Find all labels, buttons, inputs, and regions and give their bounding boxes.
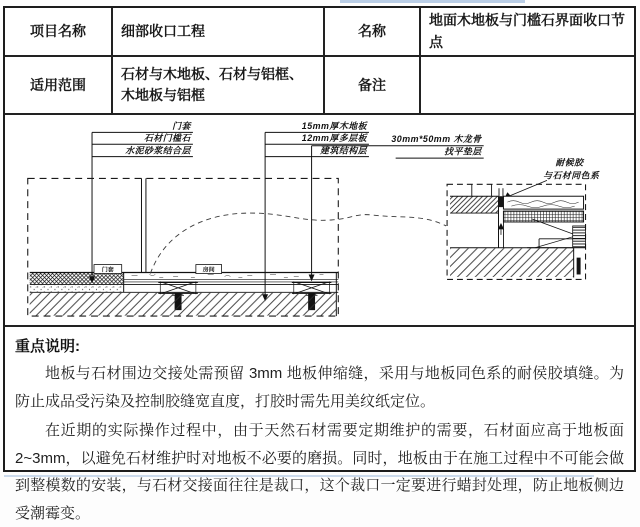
cell-scope-value: 石材与木地板、石材与铝框、木地板与铝框 bbox=[112, 56, 324, 114]
cad-drawing bbox=[5, 115, 634, 327]
detail-reference-curve bbox=[150, 213, 446, 273]
stone-sill-hatch bbox=[30, 273, 124, 284]
detail-backer-coil bbox=[573, 226, 586, 248]
board-grain bbox=[132, 275, 324, 278]
selection-highlight-artifact bbox=[340, 0, 525, 3]
cell-project-label: 项目名称 bbox=[5, 8, 112, 56]
detail-pointer-lines bbox=[532, 219, 573, 248]
label-door-casing: 门套 bbox=[172, 121, 191, 132]
cell-scope-label: 适用范围 bbox=[5, 56, 112, 114]
notes-paragraph-1: 地板与石材围边交接处需预留 3mm 地板伸缩缝，采用与地板同色系的耐侯胶填缝。为防止成品受污染及控制胶缝宽直度，打胶时需先用美纹纸定位。 bbox=[15, 365, 624, 410]
leader-arrow bbox=[309, 275, 315, 282]
label-structure-layer: 建筑结构层 bbox=[320, 146, 367, 157]
callout-sealant bbox=[504, 158, 600, 199]
detail-plywood bbox=[503, 211, 583, 222]
detail-dark-bar bbox=[577, 258, 581, 275]
detail-view bbox=[447, 185, 585, 280]
door-frame-lines bbox=[141, 179, 145, 273]
cell-name-value: 地面木地板与门槛石界面收口节点 bbox=[420, 8, 634, 56]
document-sheet bbox=[3, 6, 636, 522]
table-row bbox=[5, 56, 634, 114]
cell-remark-value bbox=[420, 56, 634, 114]
label-plywood: 12mm厚多层板 bbox=[301, 133, 367, 144]
cell-remark-label: 备注 bbox=[324, 56, 420, 114]
label-wood-floor: 15mm厚木地板 bbox=[301, 121, 367, 132]
label-wood-joist: 30mm*50mm 木龙骨 bbox=[391, 134, 482, 145]
label-stone-sill: 石材门槛石 bbox=[144, 133, 191, 144]
slab-hatch bbox=[30, 293, 337, 316]
notes-section bbox=[5, 327, 634, 527]
label-leveling-layer: 找平垫层 bbox=[444, 146, 482, 157]
mortar-layer bbox=[30, 285, 124, 292]
zone-label-room: 房间 bbox=[202, 267, 215, 274]
label-cement-mortar: 水泥砂浆结合层 bbox=[125, 146, 191, 157]
detail-stone-hatch bbox=[450, 197, 498, 214]
label-weather-sealant: 耐候胶 bbox=[555, 157, 584, 168]
cell-name-label: 名称 bbox=[324, 8, 420, 56]
notes-paragraph-2: 在近期的实际操作过程中，由于天然石材需要定期维护的需要，石材面应高于地板面 2~3mm，以避免石材维护时对地板不必要的磨损。同时，地板由于在施工过程中不可能会做到整模数的安装，与石材交接面往往是裁口，这个裁口一定要进行蜡封处理，防止地板侧边受潮霉变。 bbox=[15, 422, 624, 522]
label-sealant-color: 与石材同色系 bbox=[543, 170, 600, 181]
detail-door-lines bbox=[472, 185, 503, 197]
callout-stack-floor bbox=[262, 121, 369, 301]
zone-label-door: 门套 bbox=[101, 267, 114, 274]
floor-board-layers bbox=[124, 280, 339, 282]
table-row bbox=[5, 8, 634, 56]
detail-slab-hatch bbox=[450, 249, 574, 278]
cell-project-value: 细部收口工程 bbox=[112, 8, 324, 56]
main-section-view bbox=[28, 179, 446, 317]
header-table bbox=[5, 8, 634, 115]
cad-drawing-svg bbox=[5, 115, 634, 325]
detail-sealant-joint bbox=[499, 197, 503, 208]
notes-title: 重点说明: bbox=[15, 338, 80, 356]
